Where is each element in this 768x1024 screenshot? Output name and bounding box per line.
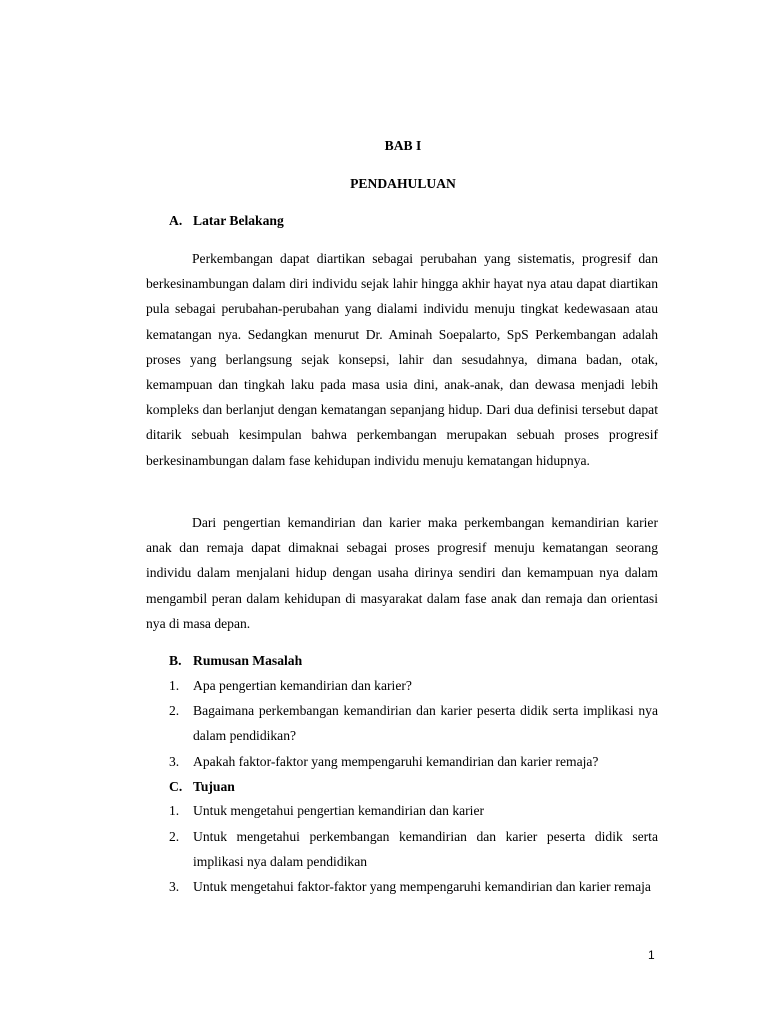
section-b-heading (169, 653, 302, 669)
rumusan-item-1 (169, 673, 658, 698)
section-b-title: Rumusan Masalah (193, 653, 303, 668)
section-c-title: Tujuan (193, 779, 235, 794)
list-number: 3. (169, 879, 180, 894)
chapter-title: PENDAHULUAN (350, 176, 456, 191)
list-number: 2. (169, 703, 180, 718)
list-text: Apa pengertian kemandirian dan karier? (193, 678, 412, 693)
list-number: 2. (169, 829, 180, 844)
chapter-number: BAB I (384, 138, 422, 153)
section-b-label: B. (169, 653, 182, 668)
section-c-label: C. (169, 779, 183, 794)
tujuan-item-2 (169, 824, 658, 874)
section-a-label: A. (169, 213, 183, 228)
background-paragraph-2: Dari pengertian kemandirian dan karier maka perkembangan kemandirian karier anak dan remaja dapat dimaknai sebagai proses progresif menuju kematangan seorang individu dalam menjalani hidup dengan usaha dirinya sendiri dan kemampuan nya dalam mengambil peran dalam kehidupan di masyarakat dalam fase anak dan remaja dan orientasi nya di masa depan. (146, 515, 658, 631)
tujuan-item-1 (169, 798, 658, 823)
list-text: Untuk mengetahui pengertian kemandirian dan karier (193, 803, 485, 818)
background-paragraph-1: Perkembangan dapat diartikan sebagai perubahan yang sistematis, progresif dan berkesinambungan dalam diri individu sejak lahir hingga akhir hayat nya atau dapat diartikan pula sebagai perubahan-perubahan yang dialami individu menuju tingkat kedewasaan atau kematangan nya. Sedangkan menurut Dr. Aminah Soepalarto, SpS Perkembangan adalah proses yang berlangsung sejak konsepsi, lahir dan sesudahnya, dimana badan, otak, kemampuan dan tingkah laku pada masa usia dini, anak-anak, dan dewasa menjadi lebih kompleks dan berlanjut dengan kematangan sepanjang hidup. Dari dua definisi tersebut dapat ditarik sebuah kesimpulan bahwa perkembangan merupakan sebuah proses progresif berkesinambungan dalam fase kehidupan individu menuju kematangan hidupnya. (146, 251, 658, 468)
list-number: 1. (169, 678, 180, 693)
list-text: Apakah faktor-faktor yang mempengaruhi kemandirian dan karier remaja? (193, 754, 599, 769)
list-text: Untuk mengetahui faktor-faktor yang mempengaruhi kemandirian dan karier remaja (193, 879, 651, 894)
tujuan-item-3 (169, 874, 658, 899)
section-c-heading (169, 779, 235, 795)
list-text: Bagaimana perkembangan kemandirian dan karier peserta didik serta implikasi nya dalam pendidikan? (193, 703, 658, 744)
list-text: Untuk mengetahui perkembangan kemandirian dan karier peserta didik serta implikasi nya dalam pendidikan (193, 829, 658, 870)
rumusan-item-3 (169, 749, 658, 774)
section-a-title: Latar Belakang (193, 213, 284, 228)
list-number: 1. (169, 803, 180, 818)
list-number: 3. (169, 754, 180, 769)
rumusan-item-2 (169, 698, 658, 748)
page-number: 1 (648, 948, 655, 962)
section-a-heading (169, 213, 284, 229)
